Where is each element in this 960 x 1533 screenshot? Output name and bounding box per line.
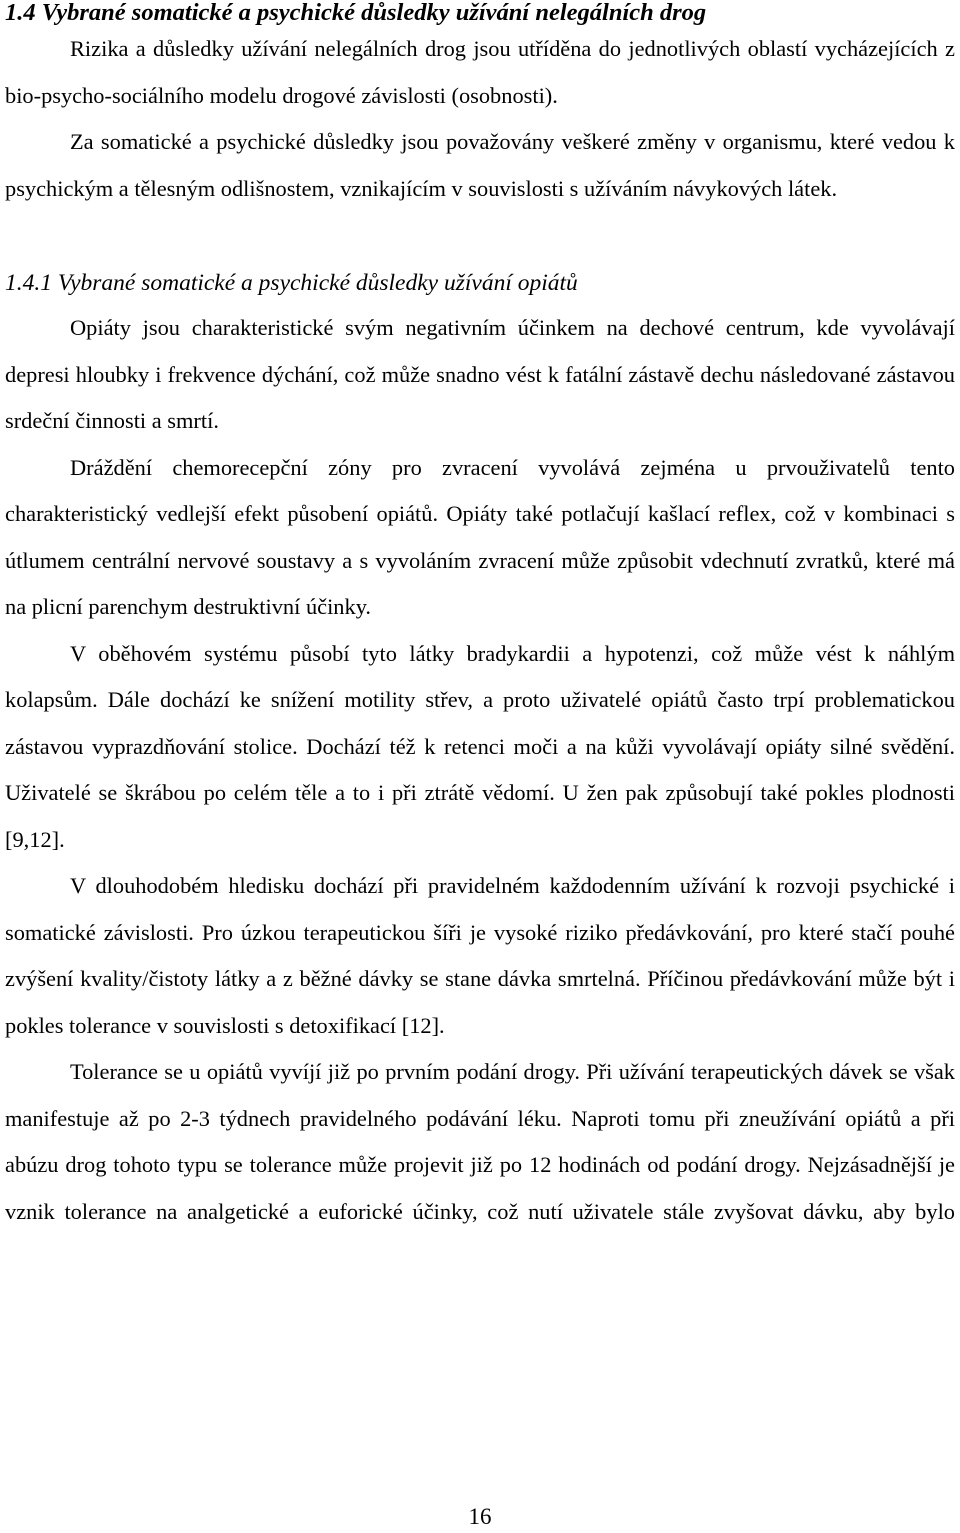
paragraph: V dlouhodobém hledisku dochází při pravidelném každodenním užívání k rozvoji psychické i somatické závislosti. Pro úzkou terapeutickou šíři je vysoké riziko předávkování, pro které stačí pouhé zvýšení kvality/čistoty látky a z běžné dávky se stane dávka smrtelná. Příčinou předávkování může být i pokles tolerance v souvislosti s detoxifikací [12]. xyxy=(5,873,955,1038)
paragraph: V oběhovém systému působí tyto látky bradykardii a hypotenzi, což může vést k náhlým kolapsům. Dále dochází ke snížení motility střev, a proto uživatelé opiátů často trpí problematickou zástavou vyprazdňování stolice. Dochází též k retenci moči a na kůži vyvolávají opiáty silné svědění. Uživatelé se škrábou po celém těle a to i při ztrátě vědomí. U žen pak způsobují také pokles plodnosti [9,12]. xyxy=(5,640,955,852)
subsection-heading: 1.4.1 Vybrané somatické a psychické důsledky užívání opiátů xyxy=(5,270,578,296)
paragraph: Dráždění chemorecepční zóny pro zvracení vyvolává zejména u prvouživatelů tento charakteristický vedlejší efekt působení opiátů. Opiáty také potlačují kašlací reflex, což v kombinaci s útlumem centrální nervové soustavy a s vyvoláním zvracení může způsobit vdechnutí zvratků, které má na plicní parenchym destruktivní účinky. xyxy=(5,454,955,619)
paragraph: Za somatické a psychické důsledky jsou považovány veškeré změny v organismu, které vedou k psychickým a tělesným odlišnostem, vznikajícím v souvislosti s užíváním návykových látek. xyxy=(5,129,955,201)
paragraph: Tolerance se u opiátů vyvíjí již po prvním podání drogy. Při užívání terapeutických dávek se však manifestuje až po 2-3 týdnech pravidelného podávání léku. Naproti tomu při zneužívání opiátů a při abúzu drog tohoto typu se tolerance může projevit již po 12 hodinách od podání drogy. Nejzásadnější je vznik tolerance na analgetické a euforické účinky, což nutí uživatele stále zvyšovat dávku, aby bylo xyxy=(5,1059,955,1224)
paragraph: Opiáty jsou charakteristické svým negativním účinkem na dechové centrum, kde vyvolávají depresi hloubky i frekvence dýchání, což může snadno vést k fatální zástavě dechu následované zástavou srdeční činnosti a smrtí. xyxy=(5,315,955,433)
page-number: 16 xyxy=(468,1504,492,1529)
section-heading: 1.4 Vybrané somatické a psychické důsledky užívání nelegálních drog xyxy=(5,0,707,26)
paragraph: Rizika a důsledky užívání nelegálních drog jsou utříděna do jednotlivých oblastí vycházejících z bio-psycho-sociálního modelu drogové závislosti (osobnosti). xyxy=(5,36,955,108)
document-page xyxy=(5,0,955,1235)
